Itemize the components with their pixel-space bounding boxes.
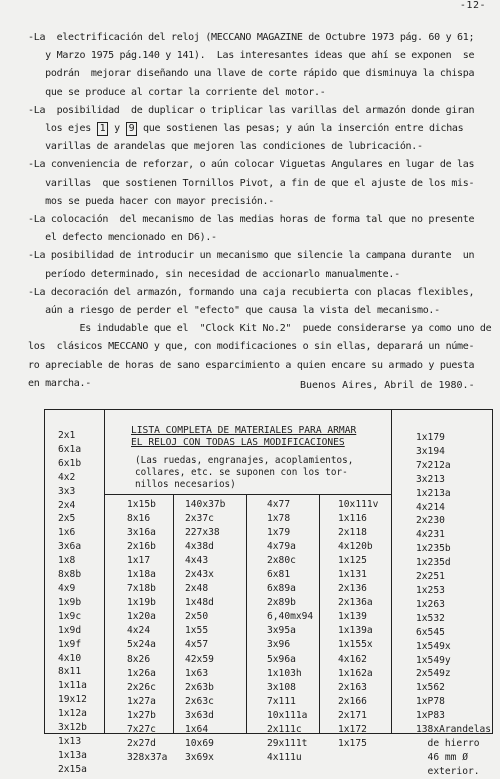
material-item: 1x562 — [416, 682, 445, 694]
materials-subcolumn-1 — [105, 494, 174, 763]
material-item: 10x111a — [267, 709, 308, 721]
material-item: 1x116 — [338, 513, 367, 525]
material-item: 1x8 — [58, 555, 76, 567]
material-item: 2x80c — [267, 555, 296, 567]
material-item: 1x253 — [416, 584, 445, 596]
boxed-part-number: 9 — [126, 122, 138, 136]
material-item: 2x118 — [338, 527, 367, 539]
material-item: 4x24 — [127, 625, 151, 637]
material-item: 1xP78 — [416, 696, 445, 708]
material-item: 1x139 — [338, 611, 367, 623]
material-item: 1x79 — [267, 527, 291, 539]
material-item: 5x24a — [127, 639, 156, 651]
materials-subcolumn-2 — [174, 494, 247, 763]
material-item: 1x19b — [127, 597, 156, 609]
material-item: 1x15b — [127, 499, 156, 510]
material-item: 1x18a — [127, 569, 156, 581]
material-item: 2x171 — [338, 709, 367, 721]
material-item: 2x48 — [185, 583, 209, 595]
text-line: varillas de arandelas que mejoren las condiciones de lubricación.- — [28, 141, 423, 153]
material-item: 1x48d — [185, 597, 214, 609]
materials-subcolumn-3 — [247, 494, 320, 763]
material-item: 8x16 — [127, 513, 151, 525]
material-item: 4x38d — [185, 541, 214, 553]
material-item: 2x5 — [58, 513, 76, 525]
text-line: varillas que sostienen Tornillos Pivot, a fin de que el ajuste de los mis- — [28, 177, 475, 189]
material-item: 227x38 — [185, 527, 220, 539]
material-item: 3x95a — [267, 625, 296, 637]
material-item: 7x18b — [127, 583, 156, 595]
material-item: 4x231 — [416, 529, 445, 541]
material-item: 46 mm Ø — [416, 751, 468, 763]
material-item: 4x214 — [416, 501, 445, 513]
material-item: 3x6a — [58, 541, 82, 553]
text-line: el defecto mencionado en D6).- — [28, 232, 217, 244]
material-item: 4x77 — [267, 499, 291, 510]
material-item: 1x263 — [416, 598, 445, 610]
material-item: 6x1a — [58, 443, 82, 455]
materials-right-column — [391, 410, 492, 777]
material-item: 8x11 — [58, 666, 82, 678]
text-line: que se produce al cortar la corriente del motor.- — [28, 86, 326, 98]
material-item: 1x13a — [58, 749, 87, 761]
materials-header — [105, 410, 391, 495]
material-item: 1x131 — [338, 569, 367, 581]
material-item: 1x78 — [267, 513, 291, 525]
text-line: los clásicos MECCANO y que, con modificaciones o sin ellas, deparará un núme- — [28, 341, 475, 353]
material-item: 1x213a — [416, 487, 451, 499]
text-line: mos se pueda hacer con mayor precisión.- — [28, 195, 274, 207]
material-item: 2x111c — [267, 723, 302, 735]
material-item: 1x125 — [338, 555, 367, 567]
material-item: 1x9d — [58, 624, 82, 636]
material-item: 6x545 — [416, 626, 445, 638]
boxed-part-number: 1 — [97, 122, 109, 136]
material-item: 1x103h — [267, 667, 302, 679]
material-item: 1x17 — [127, 555, 151, 567]
material-item: 2x27d — [127, 737, 156, 749]
text-line: podrán mejorar diseñando una llave de corte rápido que disminuya la chispa — [28, 68, 475, 80]
material-item: 1x12a — [58, 708, 87, 720]
material-item: 1x27a — [127, 695, 156, 707]
material-item: 1x9b — [58, 596, 82, 608]
text-line: ro apreciable de horas de sano esparcimiento a quien encare su armado y puesta — [28, 359, 475, 371]
material-item: 2x37c — [185, 513, 214, 525]
material-item: 1x9c — [58, 610, 82, 622]
material-item: 2x1 — [58, 430, 76, 441]
material-item: 2x166 — [338, 695, 367, 707]
material-item: 3x63d — [185, 709, 214, 721]
material-item: 6x89a — [267, 583, 296, 595]
material-item: 8x26 — [127, 653, 151, 665]
material-item: 2x251 — [416, 571, 445, 583]
material-item: 1x139a — [338, 625, 373, 637]
material-item: 3x69x — [185, 751, 214, 763]
material-item: de hierro — [416, 737, 480, 749]
material-item: 1xP83 — [416, 710, 445, 722]
materials-table — [44, 409, 493, 777]
material-item: 3x3 — [58, 485, 76, 497]
materials-subgrid — [105, 494, 391, 763]
material-item: 5x96a — [267, 653, 296, 665]
text-line: Es indudable que el "Clock Kit No.2" puede considerarse ya como uno de — [28, 323, 492, 335]
material-item: 1x235b — [416, 543, 451, 555]
material-item: 3x213 — [416, 473, 445, 485]
material-item: 4x79a — [267, 541, 296, 553]
page-number: -12- — [459, 0, 486, 11]
materials-subcolumn-4 — [320, 494, 393, 749]
material-item: 1x235d — [416, 557, 451, 569]
text-line: -La electrificación del reloj (MECCANO MAGAZINE de Octubre 1973 pág. 60 y 61; — [28, 32, 475, 43]
material-item: 1x13 — [58, 735, 82, 747]
material-item: 6,40mx94 — [267, 611, 314, 623]
material-item: 2x136 — [338, 583, 367, 595]
material-item: 2x26c — [127, 681, 156, 693]
text-line: -La posibilidad de introducir un mecanismo que silencie la campana durante un — [28, 250, 475, 262]
material-item: 3x12b — [58, 722, 87, 734]
materials-left-column — [45, 410, 105, 775]
material-item: 2x136a — [338, 597, 373, 609]
signature-line: Buenos Aires, Abril de 1980.- — [300, 380, 475, 391]
material-item: 4x43 — [185, 555, 209, 567]
text-line: en marcha.- — [28, 377, 91, 389]
material-item: 328x37a — [127, 751, 168, 763]
material-item: 3x16a — [127, 527, 156, 539]
material-item: 7x27c — [127, 723, 156, 735]
material-item: 1x549x — [416, 640, 451, 652]
material-item: 1x20a — [127, 611, 156, 623]
material-item: 8x8b — [58, 569, 82, 581]
table-title-line-1: LISTA COMPLETA DE MATERIALES PARA ARMAR — [131, 425, 357, 436]
material-item: 3x108 — [267, 681, 296, 693]
text-line: y Marzo 1975 pág.140 y 141). Las interesantes ideas que ahí se exponen se — [28, 50, 475, 62]
material-item: 2x230 — [416, 515, 445, 527]
material-item: 1x155x — [338, 639, 373, 651]
material-item: 1x26a — [127, 667, 156, 679]
material-item: 2x4 — [58, 499, 76, 511]
material-item: 1x549y — [416, 654, 451, 666]
material-item: 1x55 — [185, 625, 209, 637]
material-item: 1x179 — [416, 432, 445, 443]
material-item: 2x63b — [185, 681, 214, 693]
material-item: 2x549z — [416, 668, 451, 680]
table-note-line: nillos necesarios) — [135, 479, 236, 490]
material-item: 1x172 — [338, 723, 367, 735]
material-item: 6x1b — [58, 457, 82, 469]
material-item: 2x50 — [185, 611, 209, 623]
text-line: los ejes 1 y 9 que sostienen las pesas; y aún la inserción entre dichas — [28, 123, 464, 135]
material-item: 42x59 — [185, 653, 214, 665]
material-item: 1x175 — [338, 737, 367, 749]
material-item: 2x89b — [267, 597, 296, 609]
material-item: 4x57 — [185, 639, 209, 651]
material-item: 7x111 — [267, 695, 296, 707]
material-item: 3x194 — [416, 445, 445, 457]
material-item: 1x64 — [185, 723, 209, 735]
material-item: 2x15a — [58, 763, 87, 775]
material-item: 1x63 — [185, 667, 209, 679]
material-item: 19x12 — [58, 694, 87, 706]
material-item: 4x10 — [58, 652, 82, 664]
table-note — [135, 455, 353, 491]
material-item: 1x27b — [127, 709, 156, 721]
table-title-line-2: EL RELOJ CON TODAS LAS MODIFICACIONES — [131, 437, 345, 448]
material-item: 1x11a — [58, 680, 87, 692]
material-item: 6x81 — [267, 569, 291, 581]
material-item: 138xArandelas — [416, 724, 492, 736]
material-item: 1x9f — [58, 638, 82, 650]
text-line: -La conveniencia de reforzar, o aún colocar Viguetas Angulares en lugar de las — [28, 159, 475, 171]
table-note-line: collares, etc. se suponen con los tor- — [135, 467, 348, 478]
material-item: 4x162 — [338, 653, 367, 665]
text-line: -La decoración del armazón, formando una caja recubierta con placas flexibles, — [28, 286, 475, 298]
material-item: 29x111t — [267, 737, 308, 749]
table-note-line: (Las ruedas, engranajes, acoplamientos, — [135, 455, 354, 466]
material-item: 1x6 — [58, 527, 76, 539]
material-item: 2x16b — [127, 541, 156, 553]
text-line: -La colocación del mecanismo de las medias horas de forma tal que no presente — [28, 214, 475, 226]
material-item: 3x96 — [267, 639, 291, 651]
text-line: período determinado, sin necesidad de accionarlo manualmente.- — [28, 268, 400, 280]
material-item: 2x43x — [185, 569, 214, 581]
material-item: 7x212a — [416, 459, 451, 471]
material-item: 4x9 — [58, 582, 76, 594]
material-item: 10x111v — [338, 499, 379, 510]
material-item: 4x111u — [267, 751, 302, 763]
material-item: 2x163 — [338, 681, 367, 693]
material-item: 4x2 — [58, 471, 76, 483]
material-item: 2x63c — [185, 695, 214, 707]
material-item: 140x37b — [185, 499, 226, 510]
material-item: 1x162a — [338, 667, 373, 679]
material-item: 10x69 — [185, 737, 214, 749]
material-item: exterior. — [416, 765, 480, 777]
text-body — [28, 29, 494, 393]
text-line: -La posibilidad de duplicar o triplicar las varillas del armazón donde giran — [28, 104, 475, 116]
material-item: 1x532 — [416, 612, 445, 624]
text-line: aún a riesgo de perder el "efecto" que causa la vista del mecanismo.- — [28, 305, 440, 317]
material-item: 4x120b — [338, 541, 373, 553]
